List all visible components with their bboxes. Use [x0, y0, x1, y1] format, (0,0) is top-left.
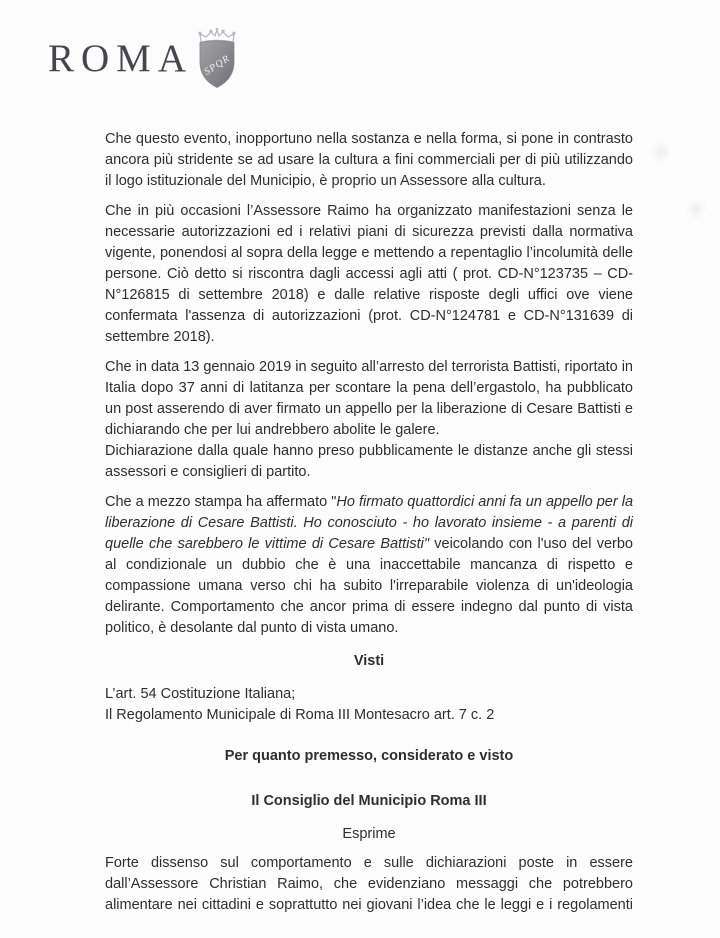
- scan-artifact: [648, 142, 674, 162]
- letterhead: [48, 34, 308, 94]
- scan-artifact: [684, 200, 708, 218]
- spqr-shield-crown-icon: [194, 27, 240, 89]
- quoted-statement: Ho firmato quattordici anni fa un appello per la liberazione di Cesare Battisti. Ho conosciuto - ho lavorato insieme - a parenti di quelle che sarebbero le vittime di Cesare Battisti": [105, 494, 634, 552]
- heading-premesso: Per quanto premesso, considerato e visto: [224, 748, 514, 764]
- visti-list: [105, 684, 633, 726]
- heading-consiglio: Il Consiglio del Municipio Roma III: [251, 793, 487, 809]
- spqr-lettering: SPQR: [202, 53, 233, 78]
- paragraph-stampa-suffix: veicolando con l'uso del verbo al condizionale un dubbio che è una inaccettabile mancanza di rispetto e compassione umana verso chi ha subito l'irreparabile violenza di un'ideologia delirante. Comportamento che ancor prima di essere indegno dal punto di vista politico, è desolante dal punto di vista umano.: [105, 536, 633, 636]
- paragraph-stampa-prefix: Che a mezzo stampa ha affermato ": [105, 494, 337, 510]
- visti-item-costituzione: L’art. 54 Costituzione Italiana;: [105, 686, 296, 702]
- roma-wordmark: ROMA: [48, 37, 194, 80]
- paragraph-evento: Che questo evento, inopportuno nella sostanza e nella forma, si pone in contrasto ancora più stridente se ad usare la cultura a fini commerciali per di più utilizzando il logo istituzionale del Municipio, è proprio un Assessore alla cultura.: [105, 131, 633, 189]
- paragraph-stampa: [105, 492, 633, 639]
- paragraph-battisti-main: Che in data 13 gennaio 2019 in seguito all’arresto del terrorista Battisti, riportato in Italia dopo 37 anni di latitanza per scontare la pena dell’ergastolo, ha pubblicato un post asserendo di aver firmato un appello per la liberazione di Cesare Battisti e dichiarando che per lui andrebbero abolite le galere.: [105, 359, 633, 438]
- paragraph-dissenso: Forte dissenso sul comportamento e sulle dichiarazioni poste in essere dall’Assessore Christian Raimo, che evidenziano messaggi che potrebbero alimentare nei cittadini e soprattutto nei giovani l’idea che le leggi e i regolamenti: [105, 855, 633, 913]
- crown-outline: [199, 28, 235, 42]
- heading-esprime: Esprime: [342, 826, 396, 842]
- paragraph-manifestazioni: Che in più occasioni l’Assessore Raimo ha organizzato manifestazioni senza le necessarie autorizzazioni ed i relativi piani di sicurezza previsti dalla normativa vigente, ponendosi al sopra della legge e mettendo a repentaglio l’incolumità delle persone. Ciò detto si riscontra dagli accessi agli atti ( prot. CD-N°123735 – CD-N°126815 di settembre 2018) e dalle relative risposte degli uffici ove viene confermata l'assenza di autorizzazioni (prot. CD-N°124781 e CD-N°131639 di settembre 2018).: [105, 203, 633, 345]
- document-body: [105, 129, 633, 916]
- visti-item-regolamento: Il Regolamento Municipale di Roma III Montesacro art. 7 c. 2: [105, 707, 495, 723]
- heading-visti: Visti: [353, 653, 385, 669]
- paragraph-battisti-dichiarazione: Dichiarazione dalla quale hanno preso pubblicamente le distanze anche gli stessi assessori e consiglieri di partito.: [105, 443, 633, 480]
- paragraph-battisti: [105, 357, 633, 483]
